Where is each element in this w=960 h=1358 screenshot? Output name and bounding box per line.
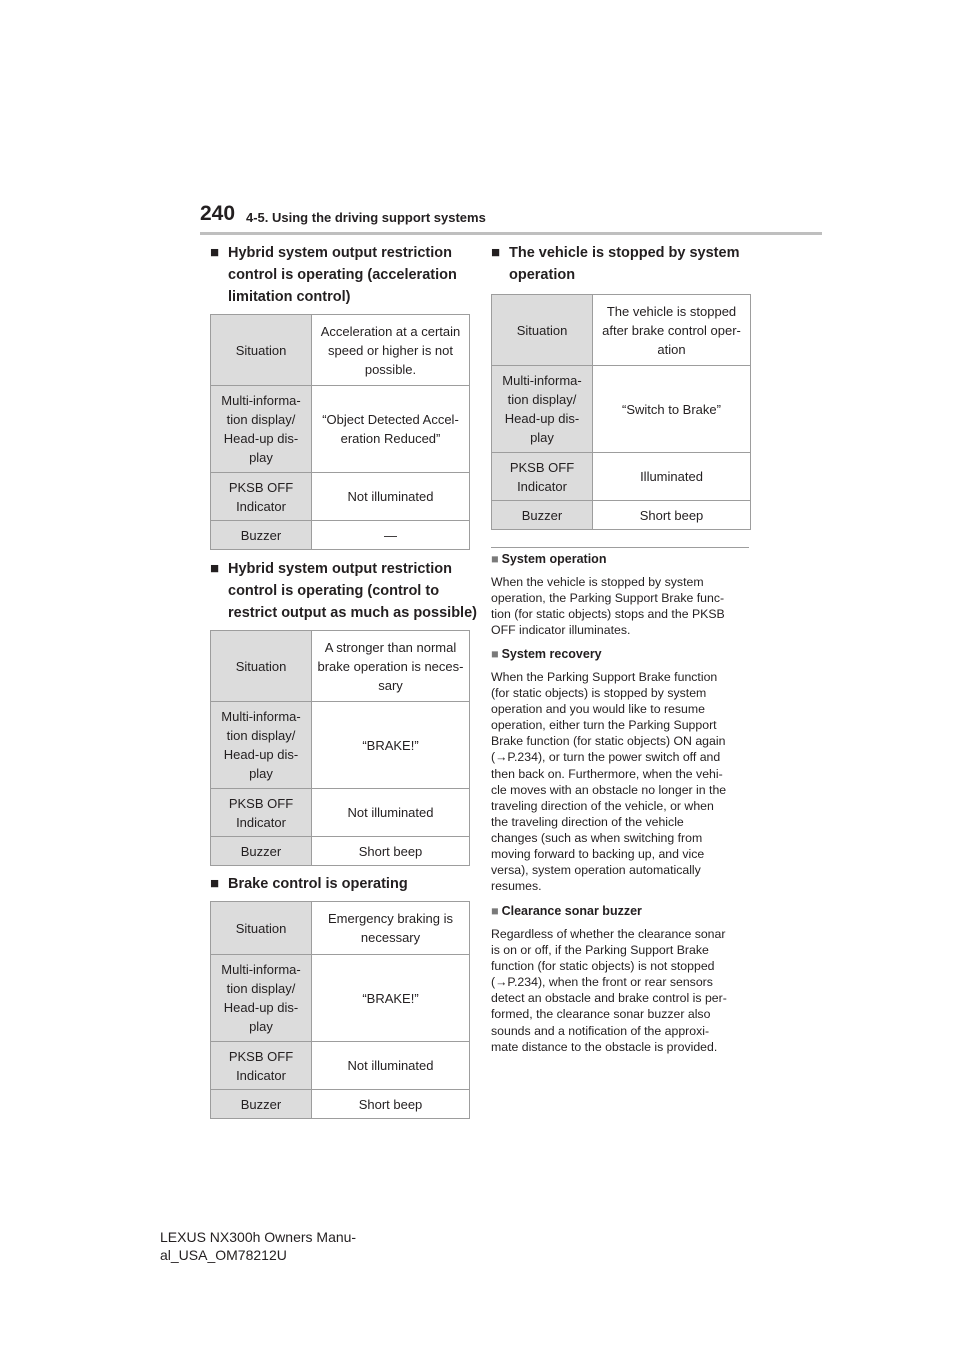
heading-acceleration-limitation: [210, 242, 480, 308]
notes-divider: [491, 547, 749, 548]
note-title: System operation: [501, 552, 607, 566]
note-title: Clearance sonar buzzer: [501, 904, 642, 918]
header-divider: [200, 232, 822, 235]
pksb-label: PKSB OFF Indicator: [211, 1042, 312, 1090]
situation-label: Situation: [211, 631, 312, 702]
situation-value: A stronger than normal brake operation is neces- sary: [312, 631, 470, 702]
heading-line: restrict output as much as possible): [228, 605, 477, 621]
situation-label: Situation: [211, 902, 312, 955]
heading-line: operation: [509, 267, 576, 283]
display-label: Multi-informa- tion display/ Head-up dis- play: [211, 702, 312, 789]
buzzer-label: Buzzer: [492, 501, 593, 530]
heading-output-restriction: [210, 558, 480, 624]
situation-value: The vehicle is stopped after brake control oper- ation: [593, 295, 751, 366]
pksb-value: Illuminated: [593, 453, 751, 501]
square-bullet-icon: ■: [210, 875, 220, 892]
square-bullet-icon: ■: [210, 560, 220, 577]
situation-value: Acceleration at a certain speed or higher is not possible.: [312, 315, 470, 386]
heading-brake-control: [210, 873, 480, 895]
pksb-value: Not illuminated: [312, 789, 470, 837]
situation-label: Situation: [492, 295, 593, 366]
page-number: 240: [200, 202, 236, 225]
table-acceleration-limitation: [210, 314, 470, 550]
display-label: Multi-informa- tion display/ Head-up dis- play: [211, 955, 312, 1042]
buzzer-value: Short beep: [312, 837, 470, 866]
situation-label: Situation: [211, 315, 312, 386]
note-heading-system-operation: [491, 552, 606, 566]
note-body-system-recovery: When the Parking Support Brake function (for static objects) is stopped by system operation and you would like to resume operation, either turn the Parking Support Brake function (for static objects) ON again (→P.234), or turn the power switch off and then back on. Furthermore, when the vehi- cle moves with an obstacle no longer in the traveling direction of the vehicle, or when the traveling direction of the vehicle changes (such as when switching from moving forward to backing up, and vice versa), system operation automatically resumes.: [491, 670, 727, 894]
display-value: “Switch to Brake”: [593, 366, 751, 453]
square-bullet-icon: ■: [491, 244, 501, 261]
display-value: “BRAKE!”: [312, 955, 470, 1042]
buzzer-value: Short beep: [312, 1090, 470, 1119]
heading-line: control is operating (acceleration: [228, 267, 457, 283]
note-body-clearance-sonar: Regardless of whether the clearance sonar is on or off, if the Parking Support Brake function (for static objects) is not stopped (→P.234), when the front or rear sensors detect an obstacle and brake control is per- formed, the clearance sonar buzzer also sounds and a notification of the approxi- mate distance to the obstacle is provided.: [491, 927, 727, 1054]
buzzer-value: Short beep: [593, 501, 751, 530]
heading-line: Brake control is operating: [228, 876, 408, 892]
buzzer-label: Buzzer: [211, 1090, 312, 1119]
display-label: Multi-informa- tion display/ Head-up dis- play: [492, 366, 593, 453]
square-bullet-icon: ■: [491, 647, 499, 661]
section-title: 4-5. Using the driving support systems: [246, 210, 486, 225]
display-value: “Object Detected Accel- eration Reduced”: [312, 386, 470, 473]
square-bullet-icon: ■: [210, 244, 220, 261]
table-vehicle-stopped: [491, 294, 751, 530]
heading-line: control is operating (control to: [228, 583, 440, 599]
note-title: System recovery: [501, 647, 602, 661]
display-value: “BRAKE!”: [312, 702, 470, 789]
square-bullet-icon: ■: [491, 904, 499, 918]
buzzer-value: —: [312, 521, 470, 550]
square-bullet-icon: ■: [491, 552, 499, 566]
pksb-value: Not illuminated: [312, 1042, 470, 1090]
note-body-system-operation: When the vehicle is stopped by system operation, the Parking Support Brake func- tion (for static objects) stops and the PKSB OFF indicator illuminates.: [491, 575, 725, 638]
buzzer-label: Buzzer: [211, 837, 312, 866]
note-heading-system-recovery: [491, 647, 602, 661]
pksb-label: PKSB OFF Indicator: [211, 789, 312, 837]
table-output-restriction: [210, 630, 470, 866]
heading-vehicle-stopped: [491, 242, 761, 286]
buzzer-label: Buzzer: [211, 521, 312, 550]
heading-line: limitation control): [228, 289, 351, 305]
pksb-value: Not illuminated: [312, 473, 470, 521]
heading-line: The vehicle is stopped by system: [509, 245, 740, 261]
table-brake-control: [210, 901, 470, 1119]
pksb-label: PKSB OFF Indicator: [211, 473, 312, 521]
heading-line: Hybrid system output restriction: [228, 245, 452, 261]
display-label: Multi-informa- tion display/ Head-up dis- play: [211, 386, 312, 473]
heading-line: Hybrid system output restriction: [228, 561, 452, 577]
pksb-label: PKSB OFF Indicator: [492, 453, 593, 501]
situation-value: Emergency braking is necessary: [312, 902, 470, 955]
footer-manual-id: LEXUS NX300h Owners Manu- al_USA_OM78212U: [160, 1229, 357, 1263]
note-heading-clearance-sonar: [491, 904, 642, 918]
